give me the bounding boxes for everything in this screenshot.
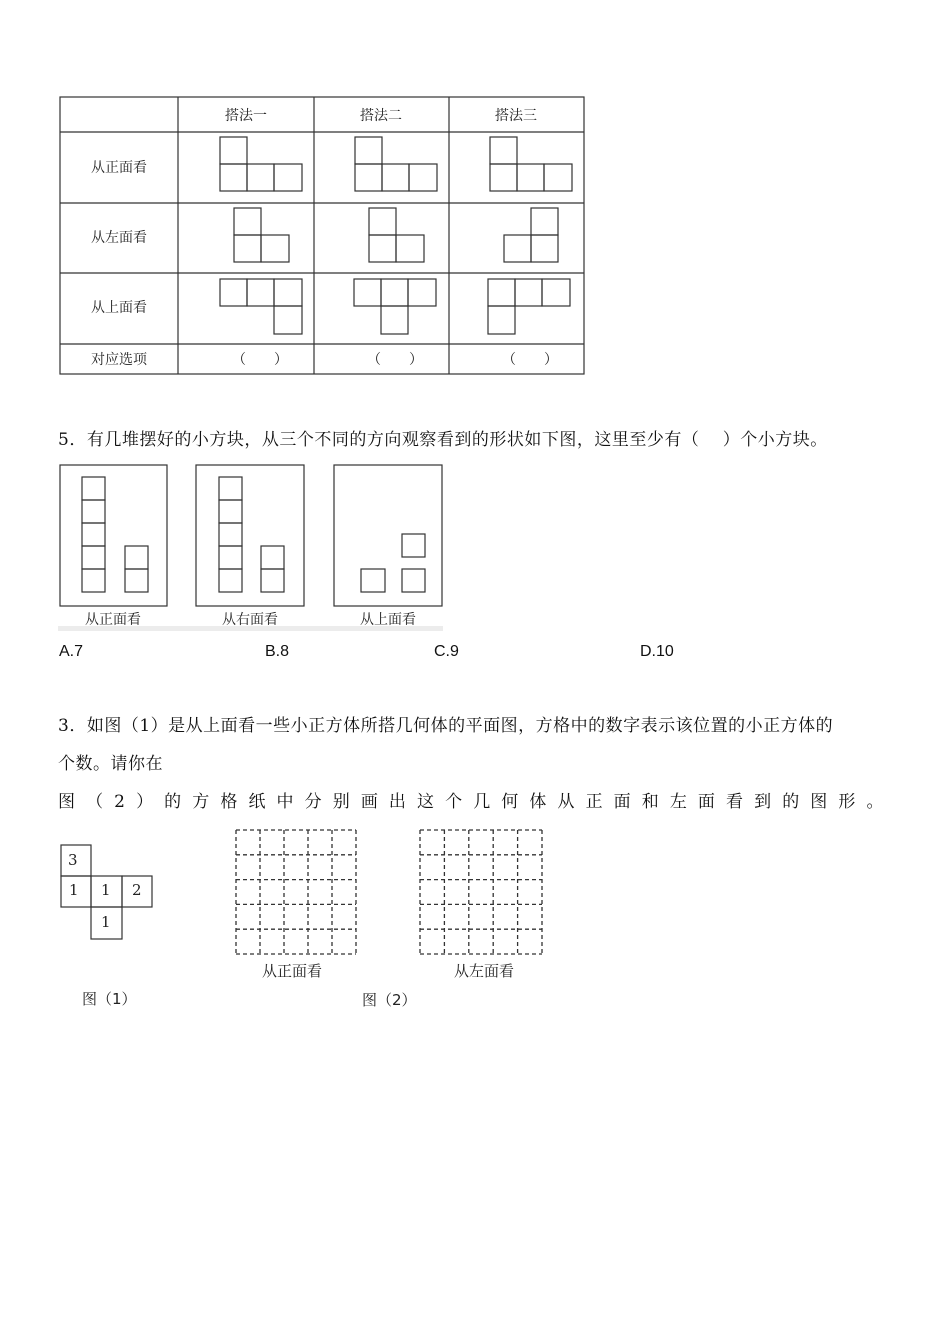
top-view-shape-2 bbox=[354, 279, 436, 334]
header-method-2: 搭法二 bbox=[360, 108, 402, 124]
left-view-grid-paper[interactable] bbox=[420, 830, 542, 954]
option-d[interactable]: D.10 bbox=[640, 643, 674, 660]
fig1-label: 图（1） bbox=[82, 990, 137, 1008]
top-view-shape-3 bbox=[488, 279, 570, 334]
row-left-view: 从左面看 bbox=[91, 230, 147, 246]
label-right-view: 从右面看 bbox=[222, 612, 278, 628]
front-view-shape-2 bbox=[355, 137, 437, 191]
option-a[interactable]: A.7 bbox=[59, 643, 84, 660]
label-top-view: 从上面看 bbox=[360, 612, 416, 628]
views-table bbox=[0, 0, 950, 400]
grid-number: 1 bbox=[101, 913, 111, 931]
top-view-shape-1 bbox=[220, 279, 302, 334]
question-3-line-1: 3．如图（1）是从上面看一些小正方体所搭几何体的平面图，方格中的数字表示该位置的小正方体的 bbox=[58, 716, 834, 736]
right-view-blocks bbox=[219, 477, 284, 592]
label-front-view: 从正面看 bbox=[85, 612, 141, 628]
q5-views-figure bbox=[0, 455, 950, 655]
front-view-blocks bbox=[82, 477, 148, 592]
row-top-view: 从上面看 bbox=[91, 300, 147, 316]
question-3-line-2: 个数。请你在 bbox=[58, 754, 163, 774]
row-answer: 对应选项 bbox=[91, 352, 147, 368]
question-3-line-3: 图（2）的方格纸中分别画出这个几何体从正面和左面看到的图形。 bbox=[58, 792, 884, 812]
answer-blank-3[interactable]: （ ） bbox=[502, 352, 558, 368]
option-b[interactable]: B.8 bbox=[265, 643, 290, 660]
top-view-frame bbox=[334, 465, 442, 606]
q3-figure bbox=[0, 820, 950, 1020]
front-view-shape-1 bbox=[220, 137, 302, 191]
fig2-label: 图（2） bbox=[362, 991, 417, 1009]
answer-blank-1[interactable]: （ ） bbox=[232, 352, 288, 368]
front-view-frame bbox=[60, 465, 167, 606]
grid-number: 3 bbox=[68, 851, 78, 869]
grid-number: 2 bbox=[132, 881, 142, 899]
top-view-blocks bbox=[361, 534, 425, 592]
question-5-text: 5．有几堆摆好的小方块，从三个不同的方向观察看到的形状如下图，这里至少有（ ）个小方块。 bbox=[58, 430, 828, 450]
header-method-1: 搭法一 bbox=[225, 108, 267, 124]
grid-number: 1 bbox=[101, 881, 111, 899]
label-left-grid: 从左面看 bbox=[453, 962, 515, 980]
label-front-grid: 从正面看 bbox=[261, 962, 323, 980]
header-method-3: 搭法三 bbox=[495, 108, 537, 124]
row-front-view: 从正面看 bbox=[91, 160, 147, 176]
left-view-shape-2 bbox=[369, 208, 424, 262]
left-view-shape-1 bbox=[234, 208, 289, 262]
right-view-frame bbox=[196, 465, 304, 606]
option-c[interactable]: C.9 bbox=[434, 643, 459, 660]
front-view-shape-3 bbox=[490, 137, 572, 191]
left-view-shape-3 bbox=[504, 208, 558, 262]
front-view-grid-paper[interactable] bbox=[236, 830, 356, 954]
grid-number: 1 bbox=[69, 881, 79, 899]
answer-blank-2[interactable]: （ ） bbox=[367, 352, 423, 368]
